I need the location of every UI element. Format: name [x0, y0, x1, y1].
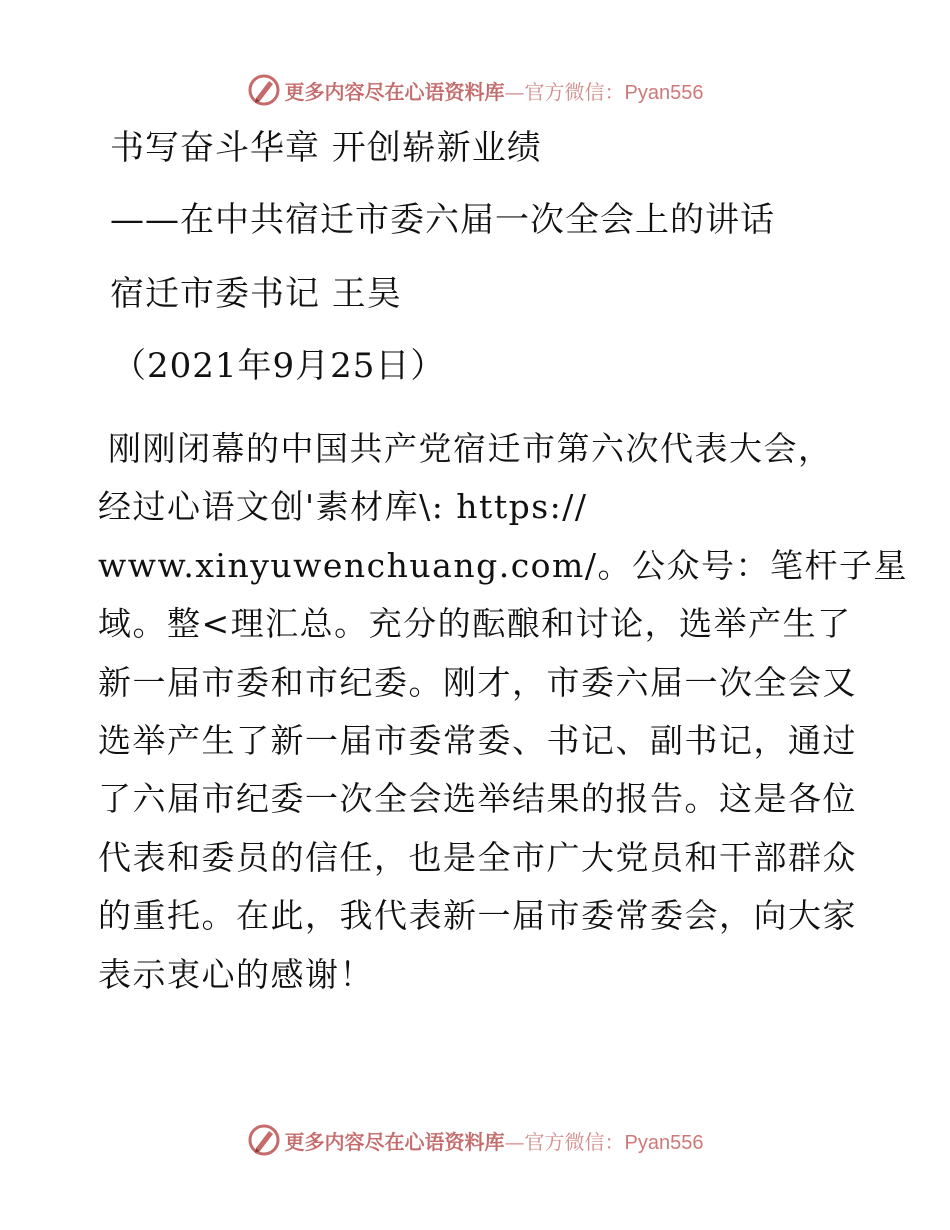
- body-line: 新一届市委和市纪委。刚才，市委六届一次全会又: [98, 662, 857, 702]
- body-line: www.xinyuwenchuang.com/。公众号：笔杆子星: [98, 545, 908, 585]
- pen-logo-icon: [247, 73, 281, 107]
- body-line: 的重托。在此，我代表新一届市委常委会，向大家: [98, 896, 857, 936]
- body-line: 经过心语文创'素材库\: https://: [98, 487, 588, 527]
- body-line: 表示衷心的感谢！: [98, 954, 374, 994]
- body-line: 选举产生了新一届市委常委、书记、副书记，通过: [98, 721, 857, 761]
- document-author: 宿迁市委书记 王昊: [110, 274, 402, 314]
- pen-logo-icon: [247, 1123, 281, 1157]
- watermark-text: 更多内容尽在心语资料库—官方微信：Pyan556: [284, 1129, 704, 1154]
- body-paragraph: [98, 420, 908, 1004]
- document-subtitle: ——在中共宿迁市委六届一次全会上的讲话: [110, 200, 775, 240]
- header-watermark-banner: [0, 70, 950, 110]
- document-title: 书写奋斗华章 开创崭新业绩: [110, 128, 542, 168]
- document-date: （2021年9月25日）: [112, 346, 446, 386]
- body-line: 代表和委员的信任，也是全市广大党员和干部群众: [98, 837, 857, 877]
- body-line: 刚刚闭幕的中国共产党宿迁市第六次代表大会，: [108, 429, 833, 468]
- footer-watermark-banner: [0, 1120, 950, 1160]
- body-line: 了六届市纪委一次全会选举结果的报告。这是各位: [98, 779, 857, 819]
- watermark-text: 更多内容尽在心语资料库—官方微信：Pyan556: [284, 79, 704, 104]
- body-line: 域。整<理汇总。充分的酝酿和讨论，选举产生了: [98, 604, 852, 644]
